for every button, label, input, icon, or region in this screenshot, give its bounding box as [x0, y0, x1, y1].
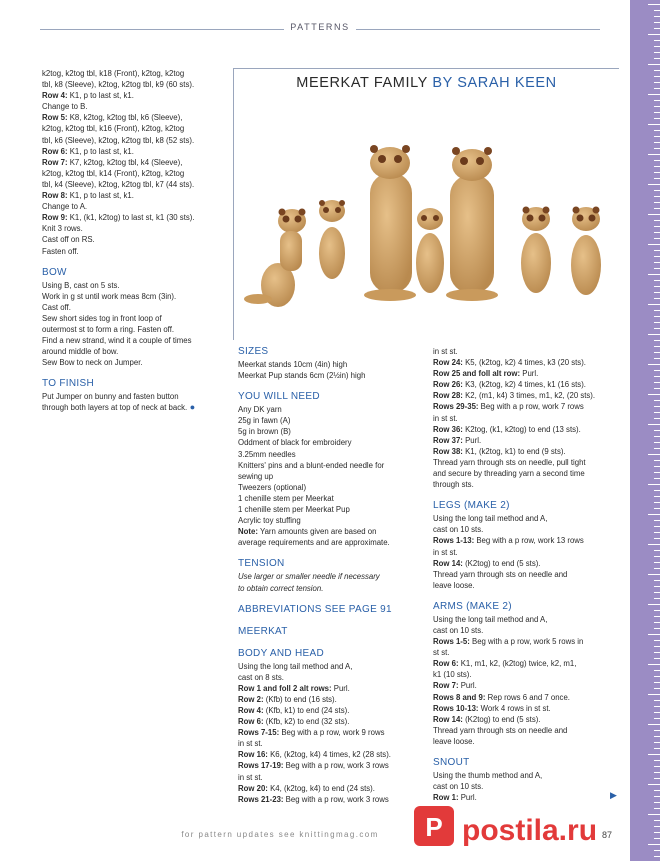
ruler-tick	[654, 22, 660, 23]
ruler-tick	[654, 310, 660, 311]
ruler-tick	[654, 682, 660, 683]
arms-line: cast on 10 sts.	[433, 625, 484, 635]
ruler-tick	[654, 790, 660, 791]
ruler-tick	[654, 106, 660, 107]
pattern-line: k2tog, k2tog tbl, k14 (Front), k2tog, k2tog	[42, 168, 185, 178]
ruler-tick	[648, 694, 660, 695]
need-item: 1 chenille stem per Meerkat	[238, 493, 334, 503]
legs-line: cast on 10 sts.	[433, 525, 484, 535]
note-text: Note: Yarn amounts given are based on	[238, 527, 377, 537]
body-line: in st st.	[433, 413, 458, 423]
ruler-tick	[654, 358, 660, 359]
ruler-tick	[654, 850, 660, 851]
ruler-tick	[654, 622, 660, 623]
ruler-tick	[654, 550, 660, 551]
ruler-tick	[648, 424, 660, 425]
body-line: in st st.	[238, 772, 263, 782]
ruler-tick	[654, 118, 660, 119]
title-author: BY SARAH KEEN	[432, 75, 557, 91]
size-line: Meerkat Pup stands 6cm (2½in) high	[238, 371, 366, 381]
ruler-tick	[654, 40, 660, 41]
ruler-tick	[654, 778, 660, 779]
page-number: 87	[602, 830, 613, 840]
body-line: Rows 29-35: Beg with a p row, work 7 rows	[433, 402, 584, 412]
ruler-tick	[654, 640, 660, 641]
ruler-tick	[654, 472, 660, 473]
ruler-tick	[654, 460, 660, 461]
ruler-tick	[654, 352, 660, 353]
ruler-tick	[654, 256, 660, 257]
ruler-tick	[648, 184, 660, 185]
ruler-tick	[648, 304, 660, 305]
ruler-tick	[654, 100, 660, 101]
ruler-tick	[648, 394, 660, 395]
ruler-tick	[654, 88, 660, 89]
ruler-tick	[654, 592, 660, 593]
ruler-tick	[654, 52, 660, 53]
ruler-tick	[654, 340, 660, 341]
ruler-tick	[654, 742, 660, 743]
meerkat-pup-5	[571, 207, 601, 296]
ruler-tick	[648, 274, 660, 275]
ruler-tick	[654, 676, 660, 677]
ruler-tick	[654, 442, 660, 443]
meerkat-adult-1	[364, 145, 416, 301]
body-line: Row 4: (Kfb, k1) to end (24 sts).	[238, 705, 350, 715]
ruler-tick	[654, 712, 660, 713]
body-line: Row 2: (Kfb) to end (16 sts).	[238, 694, 337, 704]
ruler-tick	[648, 454, 660, 455]
ruler-tick	[654, 856, 660, 857]
ruler-tick	[654, 130, 660, 131]
ruler-tick	[654, 448, 660, 449]
ruler-tick	[648, 814, 660, 815]
finish-line: Put Jumper on bunny and fasten button	[42, 392, 179, 402]
ruler-tick	[654, 766, 660, 767]
legs-line: Using the long tail method and A,	[433, 514, 548, 524]
body-line: Rows 21-23: Beg with a p row, work 3 rows	[238, 794, 389, 804]
meerkat-pup-3	[416, 208, 444, 293]
arms-line: Rows 8 and 9: Rep rows 6 and 7 once.	[433, 692, 570, 702]
pattern-line: tbl, k8 (Sleeve), k2tog, k2tog tbl, k9 (60 sts).	[42, 80, 195, 90]
ruler-tick	[654, 46, 660, 47]
ruler-tick	[654, 670, 660, 671]
ruler-tick	[654, 388, 660, 389]
pattern-line: Fasten off.	[42, 246, 79, 256]
bow-heading: BOW	[42, 266, 67, 278]
need-item: Acrylic toy stuffing	[238, 516, 301, 526]
ruler-tick	[654, 700, 660, 701]
svg-text:P: P	[425, 812, 443, 842]
meerkat-pup-4	[521, 207, 551, 294]
ruler-tick	[654, 370, 660, 371]
ruler-tick	[654, 178, 660, 179]
ruler-tick	[654, 616, 660, 617]
bow-line: Sew short sides tog in front loop of	[42, 313, 162, 323]
footer-text: for pattern updates see knittingmag.com	[181, 830, 379, 839]
ruler-tick	[654, 238, 660, 239]
ruler-tick	[648, 514, 660, 515]
ruler-tick	[648, 94, 660, 95]
ruler-tick	[654, 838, 660, 839]
bow-line: Find a new strand, wind it a couple of times	[42, 336, 192, 346]
ruler-tick	[654, 328, 660, 329]
legs-line: in st st.	[433, 547, 458, 557]
ruler-tick	[654, 826, 660, 827]
ruler-tick	[654, 628, 660, 629]
ruler-tick	[654, 190, 660, 191]
arms-line: Using the long tail method and A,	[433, 614, 548, 624]
ruler-tick	[654, 250, 660, 251]
ruler-tick	[654, 526, 660, 527]
body-line: Row 24: K5, (k2tog, k2) 4 times, k3 (20 sts).	[433, 358, 586, 368]
ruler-tick	[654, 466, 660, 467]
body-line: Row 16: K6, (k2tog, k4) 4 times, k2 (28 sts).	[238, 750, 391, 760]
arms-line: Row 7: Purl.	[433, 681, 477, 691]
body-line: Rows 7-15: Beg with a p row, work 9 rows	[238, 728, 385, 738]
ruler-tick	[654, 688, 660, 689]
pattern-line: Row 6: K1, p to last st, k1.	[42, 146, 134, 156]
arms-line: k1 (10 sts).	[433, 670, 472, 680]
arms-line: Rows 1-5: Beg with a p row, work 5 rows in	[433, 637, 584, 647]
snout-heading: SNOUT	[433, 757, 470, 768]
right-column	[433, 346, 611, 803]
ruler-tick	[654, 292, 660, 293]
ruler-tick	[654, 208, 660, 209]
body-line: Row 38: K1, (k2tog, k1) to end (9 sts).	[433, 446, 566, 456]
bow-line: outermost st to form a ring. Fasten off.	[42, 324, 175, 334]
ruler-tick	[648, 544, 660, 545]
ruler-tick	[648, 844, 660, 845]
body-line: Row 6: (Kfb, k2) to end (32 sts).	[238, 717, 350, 727]
arms-line: Rows 10-13: Work 4 rows in st st.	[433, 703, 551, 713]
arms-line: leave loose.	[433, 736, 475, 746]
ruler-tick	[654, 808, 660, 809]
ruler-tick	[654, 706, 660, 707]
snout-line: Using the thumb method and A,	[433, 771, 543, 780]
ruler-tick	[648, 34, 660, 35]
ruler-tick	[654, 610, 660, 611]
pattern-line: Row 5: K8, k2tog, k2tog tbl, k6 (Sleeve),	[42, 113, 183, 123]
ruler-tick	[648, 4, 660, 5]
body-and-head-heading: BODY AND HEAD	[238, 647, 324, 659]
ruler-tick	[648, 214, 660, 215]
page-header	[40, 22, 600, 36]
arms-line: Thread yarn through sts on needle and	[433, 725, 568, 735]
bow-line: Cast off.	[42, 302, 71, 312]
ruler-tick	[654, 802, 660, 803]
body-line: Row 36: K2tog, (k1, k2tog) to end (13 sts).	[433, 424, 581, 434]
ruler-tick	[654, 322, 660, 323]
pattern-line: tbl, k4 (Sleeve), k2tog, k2tog tbl, k7 (44 sts).	[42, 179, 195, 189]
ruler-tick	[654, 478, 660, 479]
need-item: 3.25mm needles	[238, 449, 296, 459]
legs-heading: LEGS (MAKE 2)	[433, 500, 510, 512]
bow-line: around middle of bow.	[42, 347, 119, 357]
ruler-tick	[654, 166, 660, 167]
ruler-tick	[654, 748, 660, 749]
meerkat-adult-2	[446, 147, 498, 301]
ruler-tick	[654, 376, 660, 377]
article-title-box	[233, 68, 619, 97]
ruler-tick	[654, 226, 660, 227]
arms-heading: ARMS (MAKE 2)	[433, 600, 512, 612]
ruler-tick	[654, 760, 660, 761]
body-line: through sts.	[433, 480, 474, 490]
meerkat-pup-2	[319, 200, 345, 279]
ruler-tick	[654, 718, 660, 719]
ruler-tick	[654, 280, 660, 281]
body-line: Row 28: K2, (m1, k4) 3 times, m1, k2, (20 sts).	[433, 391, 596, 401]
ruler-tick	[654, 418, 660, 419]
ruler-tick	[648, 154, 660, 155]
legs-line: leave loose.	[433, 580, 475, 590]
body-line: in st st.	[238, 739, 263, 749]
tension-line-2: to obtain correct tension.	[238, 583, 324, 593]
ruler-tick	[654, 316, 660, 317]
ruler-tick	[654, 820, 660, 821]
need-item: Oddment of black for embroidery	[238, 438, 352, 448]
ruler-tick	[654, 268, 660, 269]
ruler-tick	[654, 82, 660, 83]
ruler-tick	[654, 496, 660, 497]
body-line: Using the long tail method and A,	[238, 661, 353, 671]
ruler-tick	[654, 736, 660, 737]
body-line: cast on 8 sts.	[238, 672, 284, 682]
meerkat-family-photo	[240, 103, 617, 335]
bow-line: Using B, cast on 5 sts.	[42, 280, 120, 290]
title-main: MEERKAT FAMILY	[296, 75, 428, 91]
finish-heading: TO FINISH	[42, 378, 94, 390]
body-line: Row 26: K3, (k2tog, k2) 4 times, k1 (16 sts).	[433, 380, 586, 390]
postila-watermark	[410, 800, 640, 856]
ruler-tick	[654, 520, 660, 521]
ruler-tick	[648, 244, 660, 245]
pattern-line: Row 8: K1, p to last st, k1.	[42, 191, 134, 201]
ruler-tick	[654, 400, 660, 401]
legs-line: Thread yarn through sts on needle and	[433, 569, 568, 579]
need-item: 1 chenille stem per Meerkat Pup	[238, 505, 350, 515]
body-line: Row 37: Purl.	[433, 435, 482, 445]
pattern-line: Row 9: K1, (k1, k2tog) to last st, k1 (30 sts).	[42, 213, 195, 223]
ruler-tick	[654, 148, 660, 149]
ruler-tick	[654, 730, 660, 731]
snout-line: Row 1: Purl.	[433, 793, 477, 803]
meerkat-heading: MEERKAT	[238, 625, 288, 637]
left-column	[42, 68, 232, 414]
ruler-tick	[654, 532, 660, 533]
middle-column	[238, 346, 424, 805]
ruler-tick	[654, 142, 660, 143]
ruler-tick	[648, 724, 660, 725]
ruler-tick	[648, 334, 660, 335]
bow-line: Sew Bow to neck on Jumper.	[42, 358, 143, 368]
ruler-tick	[654, 286, 660, 287]
abbreviations-heading: ABBREVIATIONS SEE PAGE 91	[238, 603, 392, 615]
body-line: Row 20: K4, (k2tog, k4) to end (24 sts).	[238, 783, 375, 793]
ruler-tick	[654, 10, 660, 11]
need-item: 25g in fawn (A)	[238, 416, 291, 426]
ruler-tick	[654, 382, 660, 383]
ruler-tick	[654, 430, 660, 431]
ruler-tick	[654, 508, 660, 509]
tension-heading: TENSION	[238, 558, 285, 570]
legs-line: Row 14: (K2tog) to end (5 sts).	[433, 558, 541, 568]
ruler-tick	[654, 772, 660, 773]
body-line: Row 1 and foll 2 alt rows: Purl.	[238, 683, 350, 693]
ruler-tick	[648, 604, 660, 605]
pattern-line: Change to B.	[42, 102, 88, 112]
ruler-tick	[648, 784, 660, 785]
pattern-line: Change to A.	[42, 202, 88, 212]
ruler-tick	[654, 28, 660, 29]
ruler-tick	[654, 502, 660, 503]
pattern-line: Row 4: K1, p to last st, k1.	[42, 91, 134, 101]
ruler-tick	[654, 172, 660, 173]
ruler-tick	[648, 574, 660, 575]
ruler-tick	[654, 646, 660, 647]
ruler-tick	[654, 580, 660, 581]
size-line: Meerkat stands 10cm (4in) high	[238, 360, 348, 369]
sizes-heading: SIZES	[238, 346, 269, 357]
arms-line: st st.	[433, 648, 450, 658]
pattern-line: k2tog, k2tog tbl, k16 (Front), k2tog, k2tog	[42, 124, 185, 134]
body-line: Rows 17-19: Beg with a p row, work 3 rows	[238, 761, 389, 771]
ruler-tick	[654, 16, 660, 17]
finish-line: through both layers at top of neck at back. ●	[42, 402, 196, 413]
end-bullet-icon: ●	[187, 402, 196, 413]
measuring-ruler	[630, 0, 660, 861]
body-line: Row 25 and foll alt row: Purl.	[433, 369, 539, 379]
body-line: Thread yarn through sts on needle, pull tight	[433, 457, 586, 467]
ruler-tick	[648, 124, 660, 125]
legs-line: Rows 1-13: Beg with a p row, work 13 rows	[433, 536, 584, 546]
need-item: 5g in brown (B)	[238, 427, 291, 437]
ruler-tick	[654, 568, 660, 569]
title-divider	[233, 68, 234, 340]
need-item: sewing up	[238, 471, 274, 481]
continue-arrow-icon: ▶	[610, 790, 617, 800]
you-will-need-heading: YOU WILL NEED	[238, 391, 320, 403]
ruler-tick	[654, 160, 660, 161]
ruler-tick	[648, 634, 660, 635]
pattern-line: Cast off on RS.	[42, 235, 95, 245]
ruler-tick	[654, 70, 660, 71]
ruler-tick	[654, 598, 660, 599]
ruler-tick	[654, 136, 660, 137]
ruler-tick	[654, 346, 660, 347]
ruler-tick	[654, 406, 660, 407]
meerkat-pup-1	[244, 209, 306, 308]
ruler-tick	[654, 562, 660, 563]
ruler-tick	[648, 754, 660, 755]
article-title	[234, 75, 619, 91]
ruler-tick	[654, 58, 660, 59]
pattern-line: Knit 3 rows.	[42, 224, 83, 234]
ruler-tick	[654, 658, 660, 659]
ruler-tick	[654, 796, 660, 797]
ruler-tick	[654, 298, 660, 299]
tension-line-1: Use larger or smaller needle if necessary	[238, 572, 380, 582]
arms-line: Row 6: K1, m1, k2, (k2tog) twice, k2, m1,	[433, 659, 577, 669]
ruler-tick	[654, 262, 660, 263]
ruler-tick	[654, 220, 660, 221]
ruler-tick	[654, 412, 660, 413]
note-text-cont: average requirements and are approximate.	[238, 538, 390, 548]
ruler-tick	[654, 832, 660, 833]
section-label: PATTERNS	[284, 22, 355, 32]
ruler-tick	[654, 112, 660, 113]
body-line: and secure by threading yarn a second time	[433, 469, 585, 479]
ruler-tick	[648, 64, 660, 65]
ruler-tick	[654, 490, 660, 491]
ruler-tick	[654, 652, 660, 653]
ruler-tick	[654, 196, 660, 197]
ruler-tick	[654, 556, 660, 557]
ruler-tick	[654, 202, 660, 203]
arms-line: Row 14: (K2tog) to end (5 sts).	[433, 714, 541, 724]
ruler-tick	[654, 436, 660, 437]
ruler-tick	[648, 364, 660, 365]
need-item: Knitters' pins and a blunt-ended needle for	[238, 460, 385, 470]
pattern-line: tbl, k6 (Sleeve), k2tog, k2tog tbl, k8 (52 sts).	[42, 135, 195, 145]
need-item: Any DK yarn	[238, 405, 282, 415]
watermark-text: postila.ru	[462, 814, 598, 847]
ruler-tick	[654, 232, 660, 233]
bow-line: Work in g st until work meas 8cm (3in).	[42, 291, 177, 301]
body-line: in st st.	[433, 347, 458, 356]
ruler-tick	[648, 664, 660, 665]
snout-line: cast on 10 sts.	[433, 782, 484, 792]
pattern-line: Row 7: K7, k2tog, k2tog tbl, k4 (Sleeve),	[42, 157, 183, 167]
pattern-line: k2tog, k2tog tbl, k18 (Front), k2tog, k2tog	[42, 69, 185, 78]
ruler-tick	[654, 586, 660, 587]
need-item: Tweezers (optional)	[238, 482, 307, 492]
ruler-tick	[654, 76, 660, 77]
ruler-tick	[648, 484, 660, 485]
ruler-tick	[654, 538, 660, 539]
